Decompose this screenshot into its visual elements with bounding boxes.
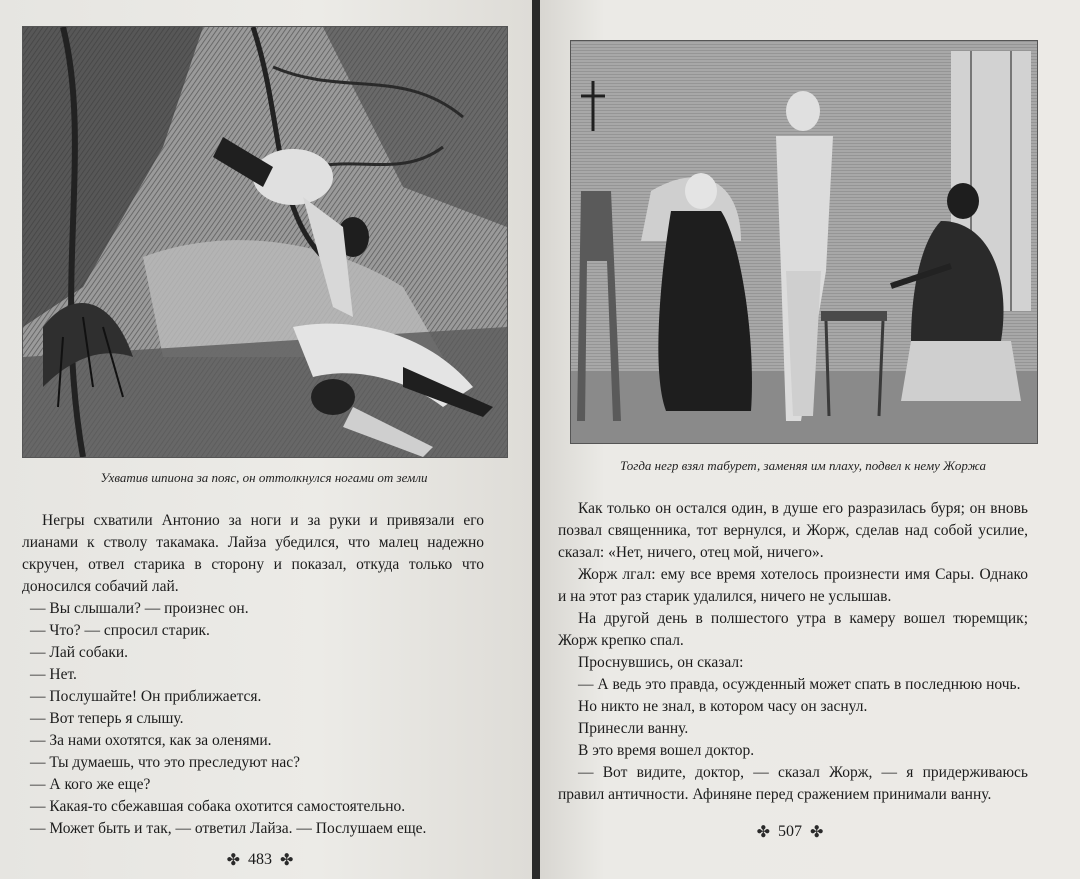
paragraph: Принесли ванну. (578, 720, 689, 737)
fleuron-icon: ✤ (756, 824, 770, 841)
dialogue-line: — Вы слышали? — произнес он. (30, 600, 249, 617)
paragraph: Проснувшись, он сказал: (578, 654, 744, 671)
paragraph: Жорж лгал: ему все время хотелось произнести имя Сары. Однако и на этот раз старик удалился, ничего не услышав. (558, 566, 1028, 605)
fleuron-icon: ✤ (226, 852, 240, 869)
dialogue-line: — Ты думаешь, что это преследуют нас? (30, 754, 301, 771)
left-page (0, 0, 532, 879)
dialogue-line: — Лай собаки. (30, 644, 129, 661)
engraving-prison-cell (570, 40, 1038, 444)
paragraph: Как только он остался один, в душе его разразилась буря; он вновь позвал священника, тот вернулся, и Жорж, сделав над собой усилие, сказал: «Нет, ничего, отец мой, ничего». (558, 500, 1028, 561)
paragraph: Но никто не знал, в котором часу он заснул. (578, 698, 868, 715)
fleuron-icon: ✤ (280, 852, 294, 869)
illustration-caption: Ухватив шпиона за пояс, он оттолкнулся ногами от земли (100, 470, 428, 485)
engraving-jungle-image (23, 27, 507, 457)
paragraph: В это время вошел доктор. (578, 742, 755, 759)
dialogue-line: — А ведь это правда, осужденный может спать в последнюю ночь. (578, 676, 1021, 693)
illustration-caption: Тогда негр взял табурет, заменяя им плаху, подвел к нему Жоржа (619, 458, 986, 473)
page-number (190, 850, 330, 870)
page-number (720, 822, 860, 842)
right-page (540, 0, 1080, 879)
body-text (22, 510, 484, 840)
dialogue-line: — Нет. (30, 666, 77, 683)
dialogue-line: — Вот видите, доктор, — сказал Жорж, — я придерживаюсь правил античности. Афиняне перед сражением принимали ванну. (558, 764, 1028, 803)
dialogue-line: — Послушайте! Он приближается. (30, 688, 262, 705)
dialogue-line: — За нами охотятся, как за оленями. (30, 732, 272, 749)
paragraph: Негры схватили Антонио за ноги и за руки и привязали его лианами к стволу такамака. Лайза убедился, что малец надежно скручен, отвел старика в сторону и показал, откуда только что доносился собачий лай. (22, 512, 484, 595)
paragraph: На другой день в полшестого утра в камеру вошел тюремщик; Жорж крепко спал. (558, 610, 1028, 649)
dialogue-line: — Какая-то сбежавшая собака охотится самостоятельно. (30, 798, 406, 815)
engraving-prison-image (571, 41, 1037, 443)
dialogue-line: — А кого же еще? (30, 776, 151, 793)
page-number-value: 483 (248, 851, 272, 868)
dialogue-line: — Что? — спросил старик. (30, 622, 210, 639)
engraving-jungle-struggle (22, 26, 508, 458)
page-number-value: 507 (778, 823, 802, 840)
dialogue-line: — Вот теперь я слышу. (30, 710, 184, 727)
body-text (558, 498, 1028, 806)
fleuron-icon: ✤ (810, 824, 824, 841)
dialogue-line: — Может быть и так, — ответил Лайза. — Послушаем еще. (30, 820, 427, 837)
